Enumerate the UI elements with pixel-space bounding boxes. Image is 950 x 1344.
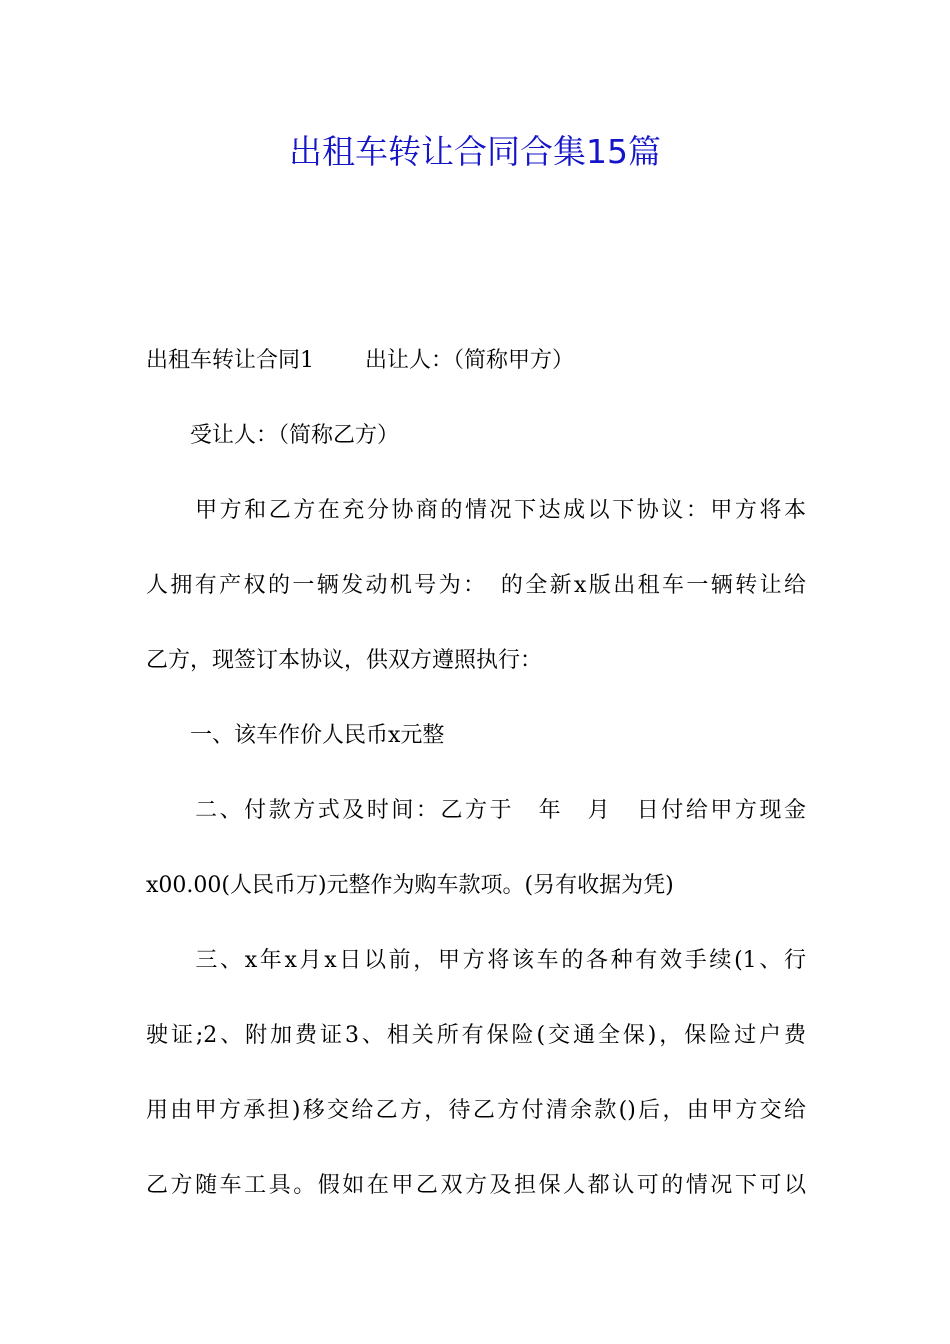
text-line-5: 乙方，现签订本协议，供双方遵照执行： <box>146 648 543 673</box>
text-line-2: 受让人：（简称乙方） <box>146 423 400 448</box>
text-line-6: 一、该车作价人民币x元整 <box>146 723 445 748</box>
text-line-1: 出租车转让合同1 出让人：（简称甲方） <box>146 348 574 373</box>
text-line-7: 二、付款方式及时间：乙方于 年 月 日付给甲方现金 <box>146 798 806 823</box>
text-line-8: x00.00(人民币万)元整作为购车款项。(另有收据为凭) <box>146 873 674 898</box>
text-line-12: 乙方随车工具。假如在甲乙双方及担保人都认可的情况下可以 <box>146 1173 806 1198</box>
text-line-11: 用由甲方承担)移交给乙方，待乙方付清余款()后，由甲方交给 <box>146 1098 806 1123</box>
text-line-3: 甲方和乙方在充分协商的情况下达成以下协议：甲方将本 <box>146 498 806 523</box>
text-line-4: 人拥有产权的一辆发动机号为： 的全新x版出租车一辆转让给 <box>146 573 806 598</box>
text-line-9: 三、x年x月x日以前，甲方将该车的各种有效手续(1、行 <box>146 948 806 973</box>
text-line-10: 驶证;2、附加费证3、相关所有保险(交通全保)，保险过户费 <box>146 1023 806 1048</box>
document-title: 出租车转让合同合集15篇 <box>289 132 661 171</box>
